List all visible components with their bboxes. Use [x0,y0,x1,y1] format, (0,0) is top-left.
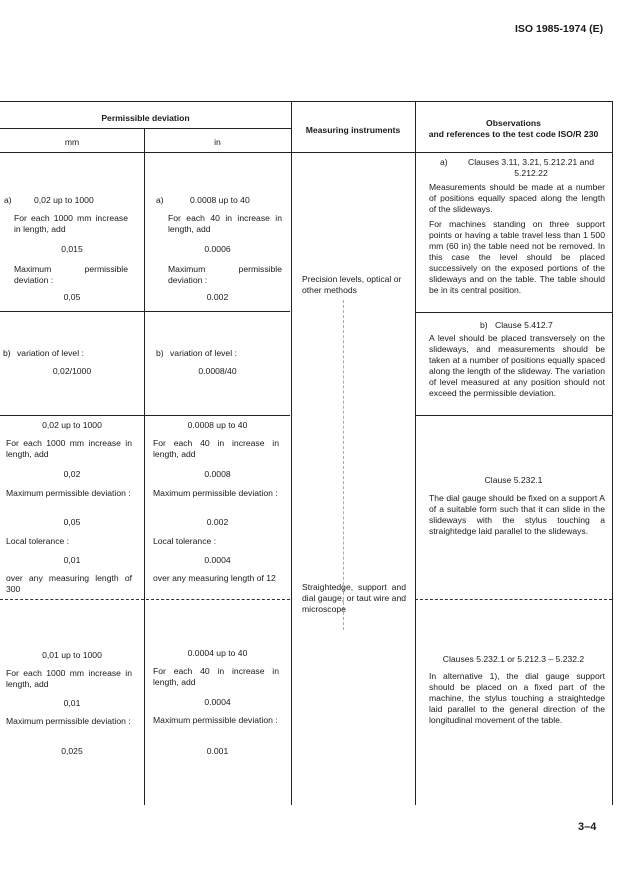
in-increase-note: For each 40 in increase in length, add [168,213,282,234]
r3-mm-increase-value: 0,02 [63,469,81,479]
row2-bottom-rule-right [415,415,612,416]
measuring-instruments-header: Measuring instruments [305,125,401,135]
in-a-value: 0.0008 up to 40 [190,195,250,205]
r4-in-top: 0.0004 up to 40 [187,648,248,658]
in-b-value: 0.0008/40 [198,366,237,376]
table-top-rule [0,101,612,102]
r3-in-local-value: 0.0004 [204,555,231,565]
mm-b-text: variation of level : [17,348,84,358]
mm-max-deviation-value: 0,05 [63,292,81,302]
in-b-label: b) [156,348,164,358]
instruments-straightedge: Straightedge, support and dial gauge, or taut wire and microscope [302,582,406,614]
col-divider-instruments [291,101,292,805]
r4-in-max-label: Maximum permissible deviation : [153,715,278,725]
instruments-levels: Precision levels, optical or other methods [302,274,402,295]
r3-mm-max-value: 0,05 [63,517,81,527]
row3-dashed-rule-right [415,599,612,600]
r3-obs-paragraph: The dial gauge should be fixed on a support A of a suitable form such that it can slide in the slideways with the stylus touching a straightedge laid parallel to the slideways. [429,493,605,536]
r4-mm-increase-note: For each 1000 mm increase in length, add [6,668,132,689]
observations-header: Observations [486,118,541,128]
mm-increase-value: 0,015 [61,244,83,254]
r3-mm-over-length: over any measuring length of 300 [6,573,132,594]
in-a-label: a) [156,195,164,205]
mm-a-label: a) [4,195,12,205]
r3-in-local-label: Local tolerance : [153,536,217,546]
row1-bottom-rule-left [0,311,290,312]
row1-bottom-rule-right [415,312,612,313]
r4-mm-max-value: 0,025 [61,746,83,756]
in-increase-value: 0.0006 [204,244,231,254]
r4-in-increase-value: 0.0004 [204,697,231,707]
in-b-text: variation of level : [170,348,237,358]
obs-a-clauses: Clauses 3.11, 3.21, 5.212.21 and 5.212.22 [468,157,594,178]
r4-in-max-value: 0.001 [206,746,229,756]
r3-mm-top: 0,02 up to 1000 [42,420,102,430]
r3-mm-increase-note: For each 1000 mm increase in length, add [6,438,132,459]
in-header: in [214,137,221,147]
r4-in-increase-note: For each 40 in increase in length, add [153,666,279,687]
obs-a-label: a) [440,157,448,167]
in-max-deviation-value: 0.002 [206,292,229,302]
mm-increase-note: For each 1000 mm increase in length, add [14,213,128,234]
mm-header: mm [64,137,80,147]
mm-b-value: 0,02/1000 [52,366,92,376]
row3-dashed-rule-left [0,599,290,600]
mm-max-deviation-label: Maximum permissible deviation : [14,264,128,285]
row2-bottom-rule-left [0,415,290,416]
r3-in-increase-note: For each 40 in increase in length, add [153,438,279,459]
document-id: ISO 1985-1974 (E) [515,23,604,35]
col-divider-observations [415,101,416,805]
header-bottom-rule [0,152,612,153]
obs-a-paragraph-2: For machines standing on three support points or having a table travel less than 1 500 mm (60 in) the table need not be removed. In this case the level should be placed successively on the exposed portions of the slideways and on the table. The table should be in its central position. [429,219,605,295]
subheader-rule [0,128,291,129]
r3-in-increase-value: 0.0008 [204,469,231,479]
obs-a-paragraph-1: Measurements should be made at a number of positions equally spaced along the length of the slideways. [429,182,605,214]
r3-in-max-label: Maximum permissible deviation : [153,488,278,498]
obs-b-clause: Clause 5.412.7 [495,320,553,330]
r4-obs-paragraph: In alternative 1), the dial gauge support should be placed on a fixed part of the machine, the stylus touching a straightedge laid parallel to the general direction of the longitudinal movement of the table. [429,671,605,725]
r4-obs-clause: Clauses 5.232.1 or 5.212.3 – 5.232.2 [442,654,585,664]
table-right-rule [612,101,613,805]
obs-b-label: b) [480,320,488,330]
page-number: 3–4 [578,821,597,833]
r3-in-over-length: over any measuring length of 12 [153,573,276,583]
observations-subheader: and references to the test code ISO/R 230 [428,129,599,139]
faint-fold-mark [343,300,344,630]
r4-mm-top: 0,01 up to 1000 [42,650,102,660]
r3-in-top: 0.0008 up to 40 [187,420,248,430]
r3-obs-clause: Clause 5.232.1 [484,475,543,485]
r3-in-max-value: 0.002 [206,517,229,527]
obs-b-paragraph: A level should be placed transversely on the slideways, and measurements should be taken at a number of positions equally spaced along the length of the slideway. The variation of level measured at any position should not exceed the permissible deviation. [429,333,605,398]
permissible-deviation-header: Permissible deviation [101,113,190,123]
r3-mm-max-label: Maximum permissible deviation : [6,488,131,498]
r4-mm-increase-value: 0,01 [63,698,81,708]
r3-mm-local-label: Local tolerance : [6,536,70,546]
mm-b-label: b) [3,348,11,358]
mm-a-value: 0,02 up to 1000 [34,195,94,205]
r3-mm-local-value: 0,01 [63,555,81,565]
r4-mm-max-label: Maximum permissible deviation : [6,716,131,726]
in-max-deviation-label: Maximum permissible deviation : [168,264,282,285]
